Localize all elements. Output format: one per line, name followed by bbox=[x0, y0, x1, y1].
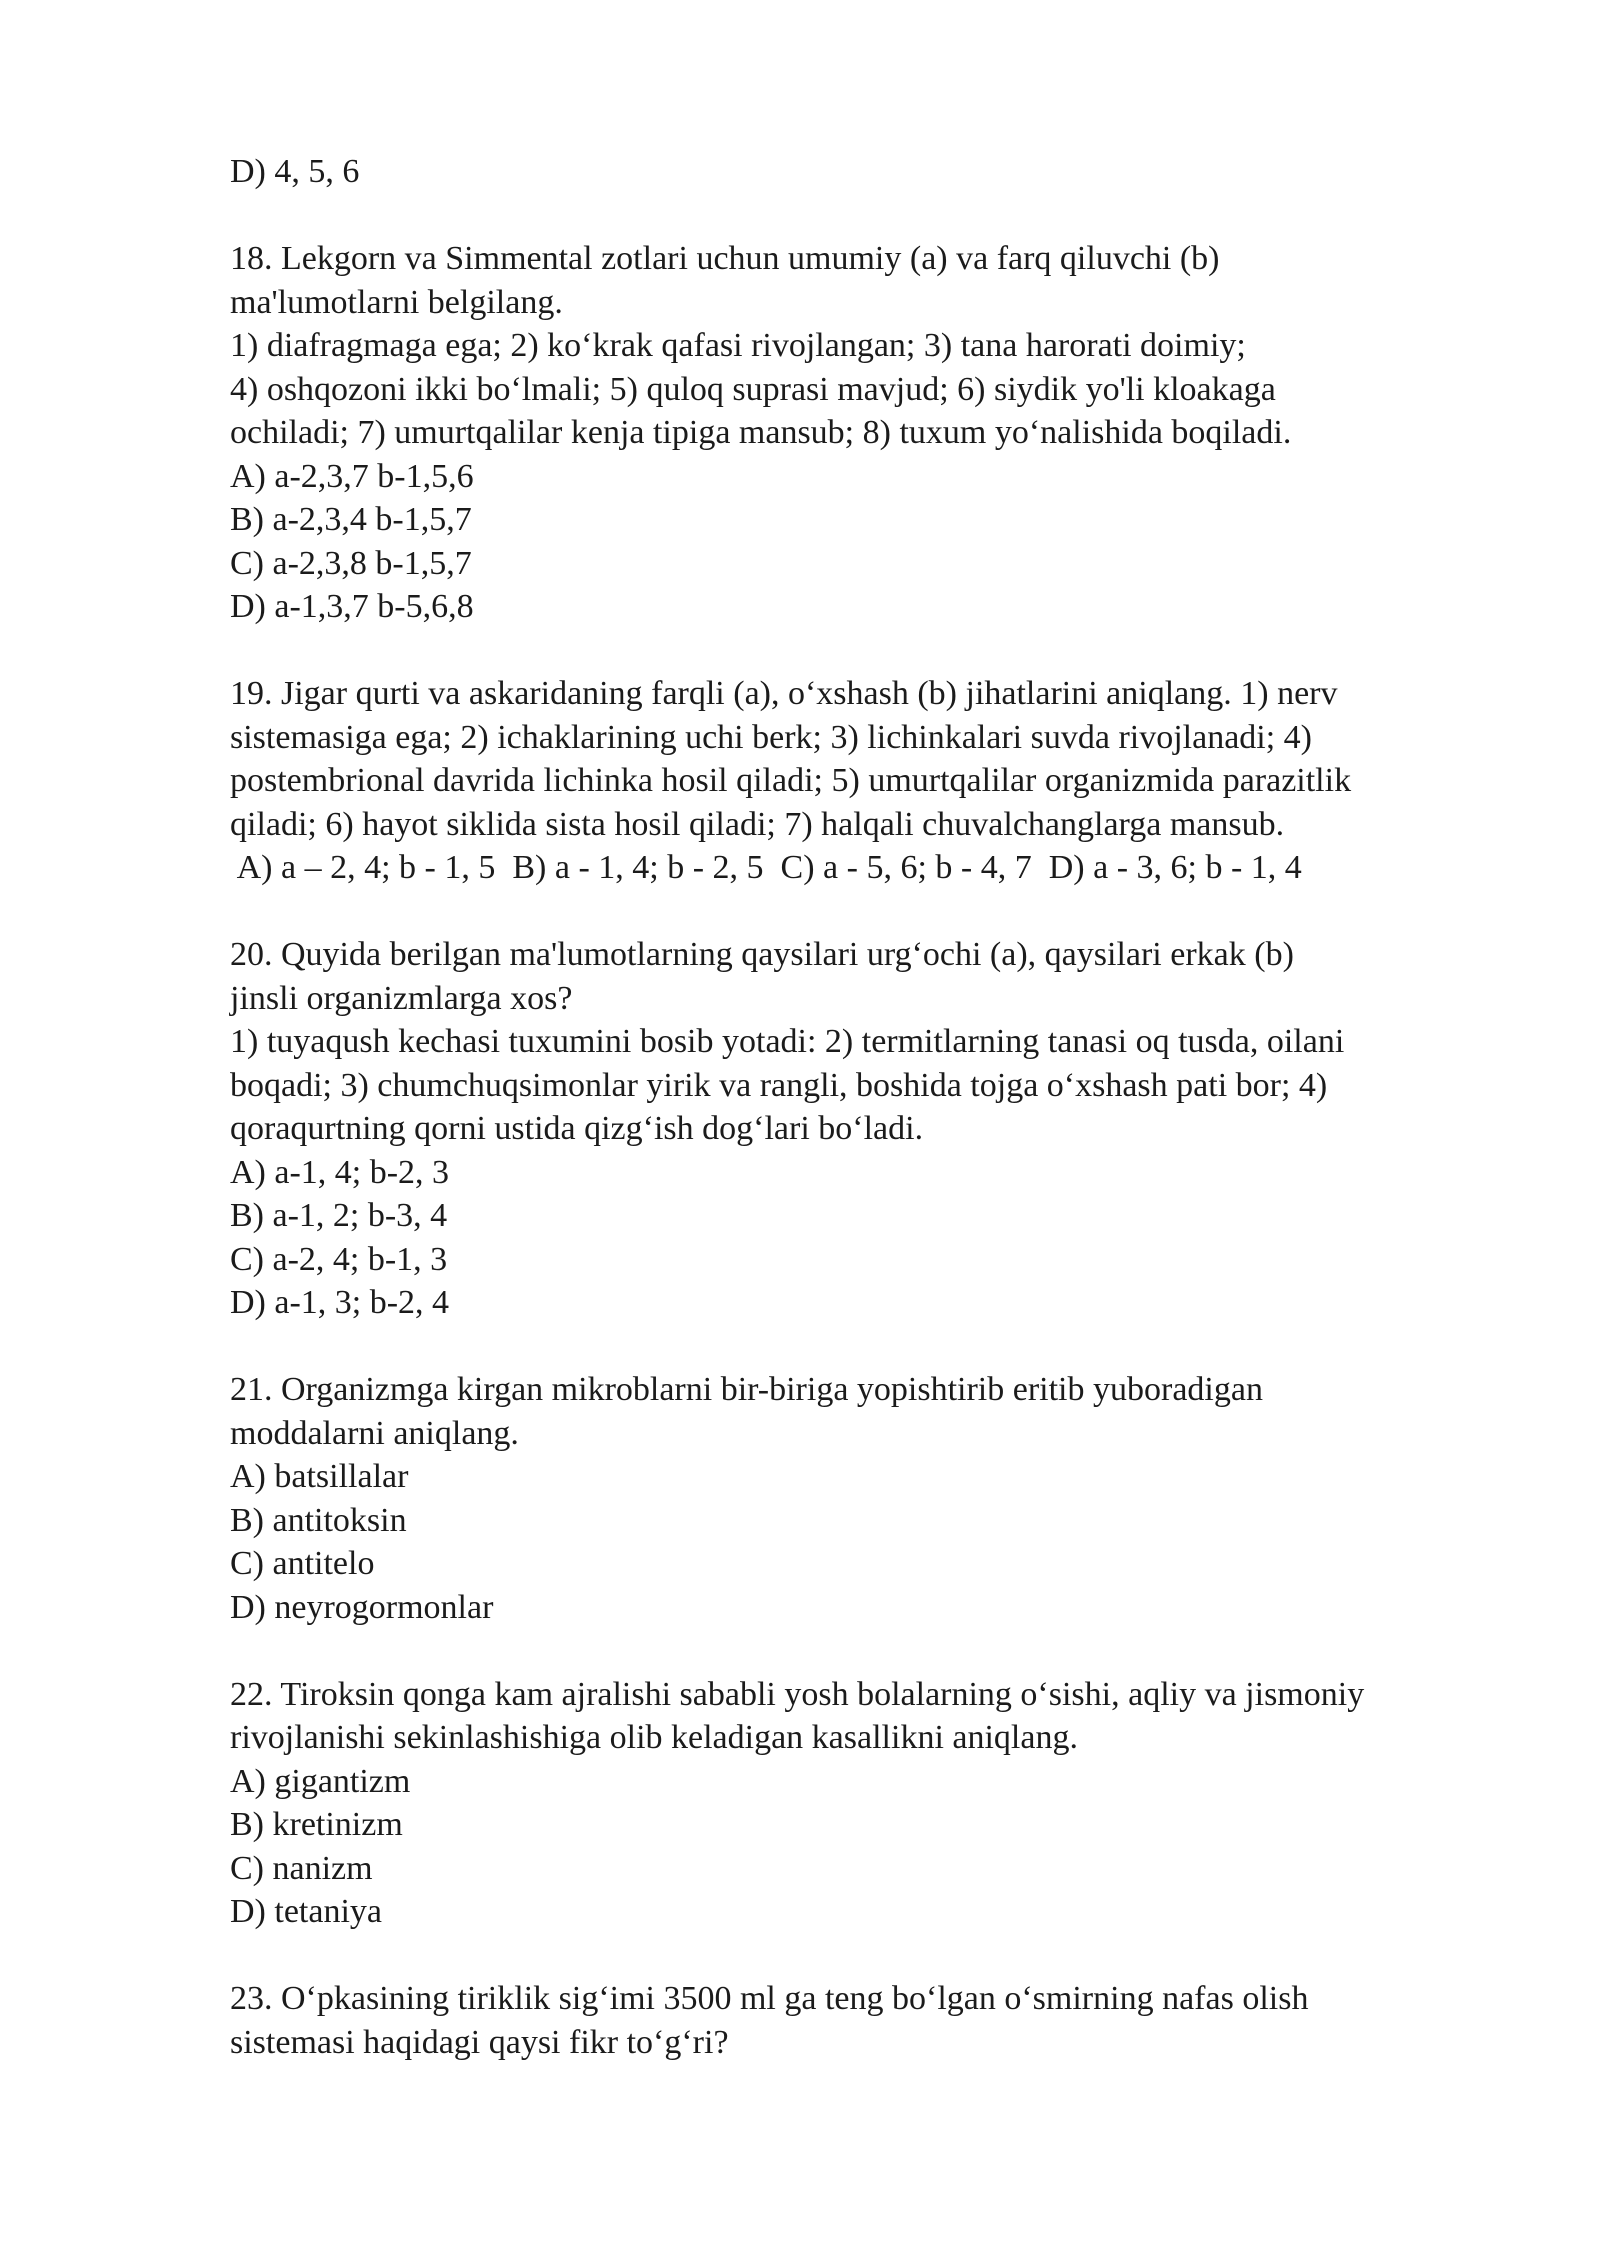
question-18-stem-line: 18. Lekgorn va Simmental zotlari uchun umumiy (a) va farq qiluvchi (b) bbox=[230, 240, 1220, 277]
question-21-option-c: C) antitelo bbox=[230, 1545, 375, 1582]
question-22-option-a: A) gigantizm bbox=[230, 1762, 411, 1800]
question-22 bbox=[230, 1673, 1510, 1934]
question-18 bbox=[230, 237, 1510, 629]
question-20-stem-line: jinsli organizmlarga xos? bbox=[230, 979, 573, 1017]
question-23-stem-line: sistemasi haqidagi qaysi fikr to‘g‘ri? bbox=[230, 2023, 729, 2061]
question-22-option-c: C) nanizm bbox=[230, 1849, 373, 1887]
question-18-stem-line: ma'lumotlarni belgilang. bbox=[230, 283, 563, 321]
question-21-option-a: A) batsillalar bbox=[230, 1458, 409, 1495]
question-18-stem-line: 4) oshqozoni ikki bo‘lmali; 5) quloq suprasi mavjud; 6) siydik yo'li kloakaga bbox=[230, 370, 1276, 408]
question-20-option-c: C) a-2, 4; b-1, 3 bbox=[230, 1240, 448, 1278]
question-22-option-b: B) kretinizm bbox=[230, 1806, 403, 1843]
question-21 bbox=[230, 1368, 1510, 1629]
question-21-stem-line: 21. Organizmga kirgan mikroblarni bir-biriga yopishtirib eritib yuboradigan bbox=[230, 1371, 1263, 1408]
question-20-option-b: B) a-1, 2; b-3, 4 bbox=[230, 1197, 448, 1234]
question-19-stem-line: sistemasiga ega; 2) ichaklarining uchi berk; 3) lichinkalari suvda rivojlanadi; 4) bbox=[230, 718, 1313, 756]
question-19 bbox=[230, 672, 1510, 890]
spacer bbox=[230, 629, 1510, 673]
question-18-option-b: B) a-2,3,4 b-1,5,7 bbox=[230, 501, 472, 538]
question-19-stem-line: 19. Jigar qurti va askaridaning farqli (a), o‘xshash (b) jihatlarini aniqlang. 1) nerv bbox=[230, 675, 1338, 712]
question-18-option-c: C) a-2,3,8 b-1,5,7 bbox=[230, 544, 472, 582]
question-22-option-d: D) tetaniya bbox=[230, 1893, 382, 1930]
question-23 bbox=[230, 1977, 1510, 2064]
question-20-stem-line: 1) tuyaqush kechasi tuxumini bosib yotadi: 2) termitlarning tanasi oq tusda, oilani bbox=[230, 1023, 1345, 1060]
question-22-stem-line: rivojlanishi sekinlashishiga olib keladigan kasallikni aniqlang. bbox=[230, 1719, 1078, 1756]
question-20-stem-line: qoraqurtning qorni ustida qizg‘ish dog‘lari bo‘ladi. bbox=[230, 1110, 924, 1147]
question-18-stem-line: ochiladi; 7) umurtqalilar kenja tipiga mansub; 8) tuxum yo‘nalishida boqiladi. bbox=[230, 414, 1292, 451]
question-19-stem-line: qiladi; 6) hayot siklida sista hosil qiladi; 7) halqali chuvalchanglarga mansub. bbox=[230, 805, 1285, 843]
question-20 bbox=[230, 933, 1510, 1325]
previous-question-option-d: D) 4, 5, 6 bbox=[230, 153, 360, 190]
question-23-stem-line: 23. O‘pkasining tiriklik sig‘imi 3500 ml ga teng bo‘lgan o‘smirning nafas olish bbox=[230, 1980, 1309, 2017]
question-21-stem-line: moddalarni aniqlang. bbox=[230, 1414, 519, 1452]
question-18-option-d: D) a-1,3,7 b-5,6,8 bbox=[230, 588, 474, 625]
question-20-stem-line: 20. Quyida berilgan ma'lumotlarning qaysilari urg‘ochi (a), qaysilari erkak (b) bbox=[230, 936, 1294, 973]
question-21-option-b: B) antitoksin bbox=[230, 1501, 407, 1539]
question-20-option-d: D) a-1, 3; b-2, 4 bbox=[230, 1284, 450, 1321]
question-18-option-a: A) a-2,3,7 b-1,5,6 bbox=[230, 457, 474, 495]
spacer bbox=[230, 194, 1510, 238]
spacer bbox=[230, 890, 1510, 934]
question-19-options: A) a – 2, 4; b - 1, 5 B) a - 1, 4; b - 2, 5 C) a - 5, 6; b - 4, 7 D) a - 3, 6; b - 1, 4 bbox=[230, 849, 1302, 886]
spacer bbox=[230, 1629, 1510, 1673]
spacer bbox=[230, 1325, 1510, 1369]
spacer bbox=[230, 1934, 1510, 1978]
question-21-option-d: D) neyrogormonlar bbox=[230, 1588, 494, 1626]
question-20-option-a: A) a-1, 4; b-2, 3 bbox=[230, 1153, 450, 1191]
question-22-stem-line: 22. Tiroksin qonga kam ajralishi sababli yosh bolalarning o‘sishi, aqliy va jismoniy bbox=[230, 1675, 1365, 1713]
question-19-stem-line: postembrional davrida lichinka hosil qiladi; 5) umurtqalilar organizmida parazitlik bbox=[230, 762, 1352, 799]
document-content bbox=[230, 150, 1510, 2064]
question-18-stem-line: 1) diafragmaga ega; 2) ko‘krak qafasi rivojlangan; 3) tana harorati doimiy; bbox=[230, 327, 1246, 364]
question-20-stem-line: boqadi; 3) chumchuqsimonlar yirik va rangli, boshida tojga o‘xshash pati bor; 4) bbox=[230, 1066, 1328, 1104]
